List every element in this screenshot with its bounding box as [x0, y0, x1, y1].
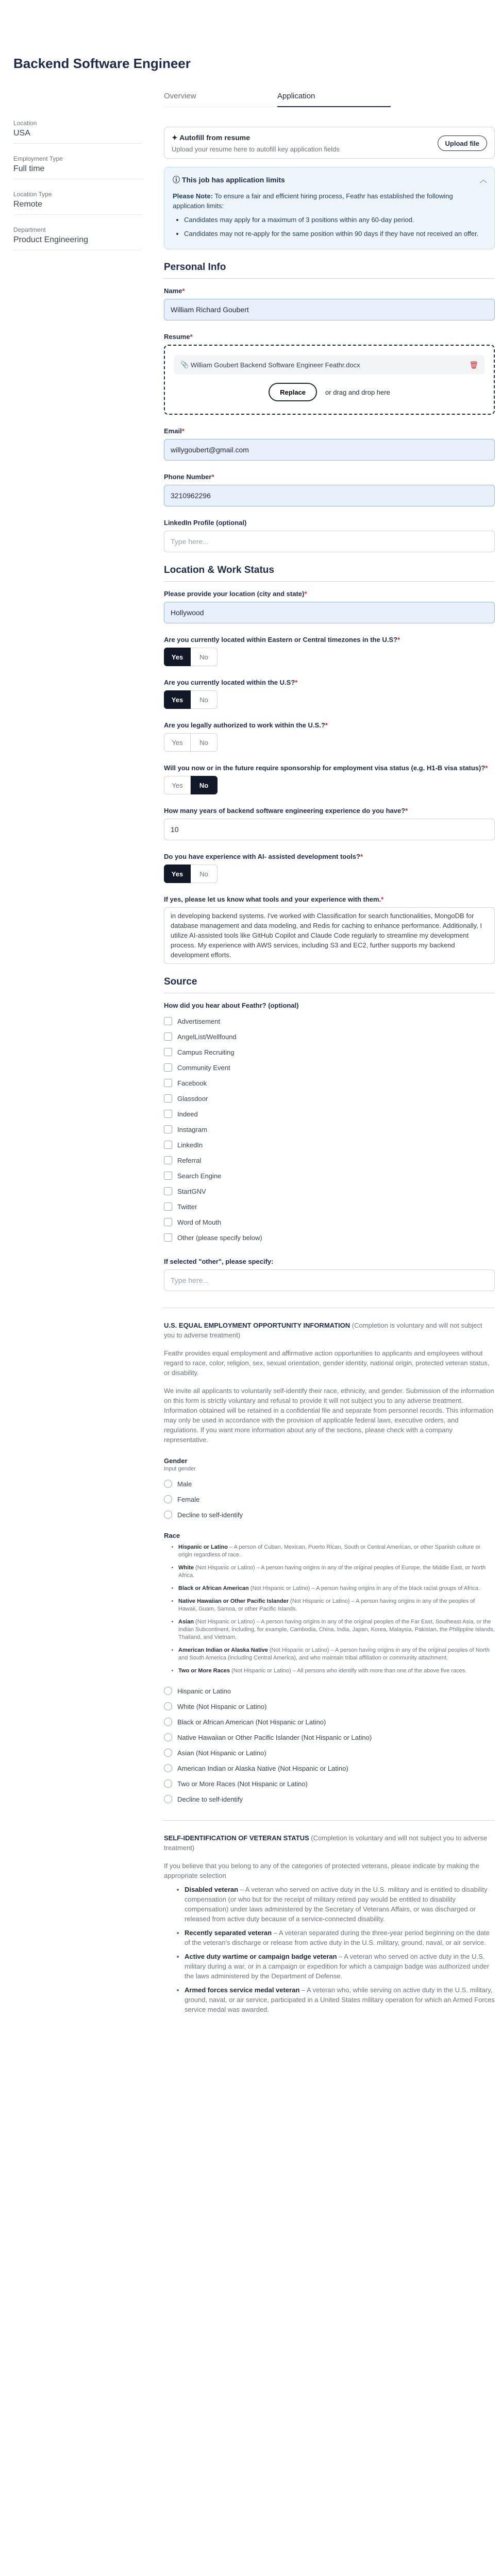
definition-item — [178, 1585, 495, 1592]
limits-title: ⓘ This job has application limits — [173, 176, 285, 184]
us-location-question: Are you currently located within the U.S?* — [164, 679, 298, 686]
checkbox[interactable] — [164, 1017, 172, 1025]
definition-text: (Not Hispanic or Latino) – All persons who identify with more than one of the above five races. — [230, 1668, 467, 1674]
section-personal-info: Personal Info — [164, 262, 495, 279]
option-label: StartGNV — [177, 1187, 206, 1195]
section-location-work: Location & Work Status — [164, 565, 495, 582]
name-input[interactable]: William Richard Goubert — [164, 299, 495, 320]
experience-question: How many years of backend software engineering experience do you have?* — [164, 807, 408, 815]
ai-tools-toggle — [164, 865, 495, 883]
option-label: Referral — [177, 1156, 202, 1164]
definition-item — [178, 1544, 495, 1559]
checkbox[interactable] — [164, 1156, 172, 1164]
checkbox[interactable] — [164, 1218, 172, 1226]
application-limits-notice — [164, 167, 495, 249]
sidebar-value: USA — [13, 129, 142, 144]
no-button[interactable]: No — [191, 865, 218, 883]
list-item: • Candidates may not re-apply for the same position within 90 days if they have not received an offer. — [184, 229, 486, 239]
option-label: AngelList/Wellfound — [177, 1032, 237, 1041]
option-label: LinkedIn — [177, 1141, 203, 1149]
radio-button[interactable] — [164, 1718, 172, 1726]
sidebar-label: Location — [13, 120, 37, 127]
sidebar-location — [13, 120, 142, 144]
definition-term: Active duty wartime or campaign badge veteran — [185, 1953, 337, 1960]
ai-tools-question: Do you have experience with AI- assisted development tools?* — [164, 853, 363, 860]
upload-file-button[interactable]: Upload file — [438, 135, 487, 151]
option-label: Glassdoor — [177, 1094, 208, 1103]
source-option[interactable] — [164, 1091, 495, 1106]
checkbox[interactable] — [164, 1172, 172, 1180]
definition-item — [185, 1928, 495, 1947]
radio-button[interactable] — [164, 1749, 172, 1757]
option-label: Facebook — [177, 1079, 207, 1087]
info-icon: ⓘ — [173, 176, 182, 184]
definition-text: (Not Hispanic or Latino) – A person having origins in any of the original peoples of the Far East, Southeast Asia, or the Indian Subcontinent, including, for example, Cambodia, China, India, Japan, Korea, Malaysia, Pakistan, the Philippine Islands, Thailand, and Vietnam. — [178, 1619, 495, 1640]
radio-option[interactable] — [164, 1508, 495, 1521]
option-label: Male — [177, 1480, 192, 1488]
replace-button[interactable]: Replace — [269, 383, 317, 401]
race-label: Race — [164, 1532, 180, 1539]
option-label: Other (please specify below) — [177, 1233, 262, 1242]
option-label: Word of Mouth — [177, 1218, 222, 1226]
definition-text: – A veteran who served on active duty in the U.S. military and is entitled to disability compensation (or who but for the receipt of military retired pay would be entitled to disability compensation) under laws administered by the Secretary of Veterans Affairs, or was discharged or released from active duty because of a service-connected disability. — [185, 1886, 488, 1923]
application-form — [164, 127, 495, 2024]
race-radio-group — [164, 1684, 495, 1806]
section-source: Source — [164, 976, 495, 993]
radio-button[interactable] — [164, 1687, 172, 1695]
email-field[interactable]: willygoubert@gmail.com — [164, 439, 495, 461]
definition-term: Armed forces service medal veteran — [185, 1986, 300, 1994]
definition-term: Recently separated veteran — [185, 1929, 272, 1937]
option-label: Indeed — [177, 1110, 198, 1118]
us-location-toggle — [164, 690, 495, 709]
sidebar-employment-type — [13, 155, 142, 179]
definition-item — [178, 1598, 495, 1613]
radio-option[interactable] — [164, 1477, 495, 1490]
linkedin-input[interactable]: Type here... — [164, 531, 495, 552]
source-option[interactable] — [164, 1199, 495, 1214]
definition-text: (Not Hispanic or Latino) – A person having origins in any of the peoples of Hawaii, Guam, Samoa, or other Pacific Islands. — [178, 1598, 475, 1612]
radio-option[interactable] — [164, 1493, 495, 1506]
definition-item — [178, 1667, 495, 1675]
radio-option[interactable] — [164, 1700, 495, 1713]
veteran-section — [164, 1820, 495, 2014]
checkbox[interactable] — [164, 1048, 172, 1056]
phone-label: Phone Number* — [164, 473, 214, 481]
checkbox[interactable] — [164, 1187, 172, 1195]
eeo-paragraph: Feathr provides equal employment and affirmative action opportunities to applicants and employees without regard to race, color, religion, sex, sexual orientation, gender identity, national origin, protected veteran status, or disability. — [164, 1349, 490, 1377]
checkbox[interactable] — [164, 1094, 172, 1103]
option-label: Asian (Not Hispanic or Latino) — [177, 1749, 266, 1757]
option-label: Community Event — [177, 1063, 230, 1072]
source-option[interactable] — [164, 1153, 495, 1168]
race-definitions — [164, 1544, 495, 1675]
sidebar-label: Department — [13, 226, 46, 233]
resume-dropzone[interactable] — [164, 345, 495, 415]
source-option[interactable] — [164, 1106, 495, 1122]
radio-option[interactable] — [164, 1792, 495, 1806]
option-label: White (Not Hispanic or Latino) — [177, 1702, 267, 1710]
gender-label: Gender — [164, 1457, 188, 1465]
source-option[interactable] — [164, 1137, 495, 1153]
sponsorship-toggle — [164, 776, 495, 794]
option-label: Search Engine — [177, 1172, 222, 1180]
tab-overview[interactable]: Overview — [164, 92, 196, 100]
source-option[interactable] — [164, 1183, 495, 1199]
radio-button[interactable] — [164, 1495, 172, 1503]
definition-item — [185, 1985, 495, 2014]
sponsorship-question: Will you now or in the future require sponsorship for employment visa status (e.g. H1-B visa status)?* — [164, 764, 488, 772]
no-button[interactable]: No — [191, 776, 218, 794]
other-source-input[interactable]: Type here... — [164, 1269, 495, 1291]
ai-tools-detail-label: If yes, please let us know what tools and your experience with them.* — [164, 895, 384, 903]
source-checkbox-list — [164, 1013, 495, 1245]
chevron-up-icon[interactable]: ︿ — [480, 176, 487, 184]
tab-bar — [164, 88, 391, 107]
option-label: Campus Recruiting — [177, 1048, 235, 1056]
radio-option[interactable] — [164, 1761, 495, 1775]
option-label: Advertisement — [177, 1017, 221, 1025]
radio-option[interactable] — [164, 1777, 495, 1790]
radio-button[interactable] — [164, 1702, 172, 1710]
gender-sublabel: Input gender — [164, 1466, 196, 1472]
checkbox[interactable] — [164, 1032, 172, 1041]
timezone-question: Are you currently located within Eastern or Central timezones in the U.S?* — [164, 636, 400, 643]
autofill-card — [164, 127, 495, 159]
definition-text: (Not Hispanic or Latino) – A person having origins in any of the black racial groups of Africa. — [248, 1585, 480, 1591]
option-label: Twitter — [177, 1202, 197, 1211]
source-question: How did you hear about Feathr? (optional) — [164, 1002, 299, 1009]
timezone-toggle — [164, 648, 495, 666]
sidebar-location-type — [13, 191, 142, 215]
city-label: Please provide your location (city and state)* — [164, 590, 307, 598]
phone-field[interactable]: 3210962296 — [164, 485, 495, 506]
radio-option[interactable] — [164, 1684, 495, 1698]
eeo-title: U.S. EQUAL EMPLOYMENT OPPORTUNITY INFORMATION (Completion is voluntary and will not subject you to adverse treatment) — [164, 1321, 482, 1339]
autofill-subtitle: Upload your resume here to autofill key application fields — [172, 145, 340, 153]
yes-button[interactable]: Yes — [164, 648, 191, 666]
no-button[interactable]: No — [191, 690, 218, 709]
source-option[interactable] — [164, 1122, 495, 1137]
ai-tools-textarea[interactable]: in developing backend systems. I've worked with ClassificatIon for search functionalities, MongoDB for database management and data modeling, and Redis for caching to enhance performance. Additionally, I utilize AI-assisted tools like GitHub Copilot and Claude Code regularly to streamline my development process. My experience with AWS services, including S3 and EC2, further supports my backend development efforts. — [164, 907, 495, 964]
definition-text: – A veteran separated during the three-year period beginning on the date of the veteran's discharge or release from active duty in the U.S. military, ground, naval, or air service. — [185, 1929, 490, 1946]
checkbox[interactable] — [164, 1141, 172, 1149]
gender-radio-group — [164, 1477, 495, 1521]
radio-button[interactable] — [164, 1764, 172, 1772]
definition-text: (Not Hispanic or Latino) – A person having origins in any of the original peoples of Europe, the Middle East, or North Africa. — [178, 1565, 486, 1579]
radio-option[interactable] — [164, 1715, 495, 1728]
yes-button[interactable]: Yes — [164, 776, 191, 794]
checkbox[interactable] — [164, 1125, 172, 1133]
experience-input[interactable]: 10 — [164, 819, 495, 840]
definition-text: – A person of Cuban, Mexican, Puerto Rican, South or Central American, or other Spanish culture or origin regardless of race. — [178, 1544, 481, 1558]
source-option[interactable] — [164, 1044, 495, 1060]
checkbox[interactable] — [164, 1110, 172, 1118]
option-label: Black or African American (Not Hispanic or Latino) — [177, 1718, 326, 1726]
limits-note: Please Note: To ensure a fair and efficient hiring process, Feathr has established the following application limits: — [173, 192, 453, 210]
source-option[interactable] — [164, 1013, 495, 1029]
yes-button[interactable]: Yes — [164, 865, 191, 883]
source-option[interactable] — [164, 1230, 495, 1245]
city-input[interactable]: Hollywood — [164, 602, 495, 623]
radio-button[interactable] — [164, 1511, 172, 1519]
trash-icon[interactable]: 🗑 — [469, 360, 478, 369]
radio-button[interactable] — [164, 1733, 172, 1741]
work-authorization-question: Are you legally authorized to work within the U.S.?* — [164, 721, 328, 729]
veteran-definitions — [164, 1885, 495, 2014]
no-button[interactable]: No — [191, 733, 218, 752]
option-label: Decline to self-identify — [177, 1795, 243, 1803]
definition-item — [185, 1952, 495, 1981]
option-label: Instagram — [177, 1125, 207, 1133]
checkbox[interactable] — [164, 1079, 172, 1087]
radio-button[interactable] — [164, 1780, 172, 1788]
source-option[interactable] — [164, 1029, 495, 1044]
sidebar-department — [13, 226, 142, 250]
radio-option[interactable] — [164, 1746, 495, 1759]
checkbox[interactable] — [164, 1063, 172, 1072]
definition-term: Two or More Races — [178, 1668, 230, 1674]
job-sidebar — [13, 120, 142, 262]
tab-application[interactable]: Application — [277, 88, 391, 107]
list-item: • Candidates may apply for a maximum of 3 positions within any 60-day period. — [184, 215, 486, 225]
checkbox[interactable] — [164, 1233, 172, 1242]
paperclip-icon: 📎 — [180, 361, 191, 368]
veteran-title: SELF-IDENTIFICATION OF VETERAN STATUS (Completion is voluntary and will not subject you to adverse treatment) — [164, 1834, 488, 1852]
eeo-section — [164, 1308, 495, 1806]
name-label: Name* — [164, 287, 185, 295]
option-label: American Indian or Alaska Native (Not Hispanic or Latino) — [177, 1764, 348, 1772]
definition-item — [178, 1647, 495, 1662]
autofill-title: ✦ Autofill from resume — [172, 133, 250, 142]
option-label: Female — [177, 1495, 200, 1503]
yes-button[interactable]: Yes — [164, 733, 191, 752]
checkbox[interactable] — [164, 1202, 172, 1211]
linkedin-label: LinkedIn Profile (optional) — [164, 519, 247, 527]
definition-term: Asian — [178, 1619, 194, 1625]
source-option[interactable] — [164, 1168, 495, 1183]
definition-term: Native Hawaiian or Other Pacific Islander — [178, 1598, 289, 1604]
sidebar-value: Product Engineering — [13, 235, 142, 250]
sidebar-label: Employment Type — [13, 155, 63, 162]
resume-file: 📎 William Goubert Backend Software Engineer Feathr.docx 🗑 — [174, 355, 485, 375]
definition-item — [178, 1618, 495, 1641]
definition-text: (Not Hispanic or Latino) – A person having origins in any of the original peoples of North and South America (including Central America), and who maintain tribal affiliation or community attachment. — [178, 1647, 490, 1661]
no-button[interactable]: No — [191, 648, 218, 666]
definition-term: American Indian or Alaska Native — [178, 1647, 268, 1653]
definition-term: Disabled veteran — [185, 1886, 239, 1893]
email-label: Email* — [164, 427, 185, 435]
other-source-label: If selected "other", please specify: — [164, 1258, 274, 1265]
source-option[interactable] — [164, 1075, 495, 1091]
drag-drop-hint: or drag and drop here — [325, 388, 390, 396]
veteran-intro: If you believe that you belong to any of the categories of protected veterans, please indicate by making the appropriate selection — [164, 1862, 480, 1879]
source-option[interactable] — [164, 1214, 495, 1230]
definition-text: – A veteran who, while serving on active duty in the U.S. military, ground, naval, or air service, participated in a United States military operation for which an Armed Forces service medal was awarded. — [185, 1986, 495, 2013]
radio-option[interactable] — [164, 1731, 495, 1744]
source-option[interactable] — [164, 1060, 495, 1075]
definition-item — [185, 1885, 495, 1924]
radio-button[interactable] — [164, 1480, 172, 1488]
definition-item — [178, 1564, 495, 1580]
option-label: Two or More Races (Not Hispanic or Latino) — [177, 1780, 308, 1788]
limits-list — [173, 215, 486, 239]
sidebar-value: Full time — [13, 164, 142, 179]
work-authorization-toggle — [164, 733, 495, 752]
eeo-paragraph: We invite all applicants to voluntarily self-identify their race, ethnicity, and gender. Submission of the information on this form is strictly voluntary and refusal to provide it will not subject you to any adverse treatment. Information obtained will be retained in a confidential file and separate from personnel records. This information may only be used in accordance with the provision of applicable federal laws, executive orders, and regulations. If you want more information about any of the sections, please check with a company representative. — [164, 1387, 494, 1444]
definition-term: White — [178, 1565, 194, 1571]
job-title: Backend Software Engineer — [13, 56, 191, 71]
option-label: Native Hawaiian or Other Pacific Islander (Not Hispanic or Latino) — [177, 1733, 372, 1741]
radio-button[interactable] — [164, 1795, 172, 1803]
resume-label: Resume* — [164, 333, 193, 341]
sidebar-label: Location Type — [13, 191, 52, 198]
sparkle-icon: ✦ — [172, 133, 180, 142]
definition-term: Hispanic or Latino — [178, 1544, 228, 1550]
yes-button[interactable]: Yes — [164, 690, 191, 709]
option-label: Decline to self-identify — [177, 1511, 243, 1519]
definition-term: Black or African American — [178, 1585, 249, 1591]
option-label: Hispanic or Latino — [177, 1687, 231, 1695]
definition-text: – A veteran who served on active duty in the U.S. military during a war, or in a campaign or expedition for which a campaign badge was authorized under the laws administered by the Department of Defense. — [185, 1953, 490, 1980]
sidebar-value: Remote — [13, 200, 142, 215]
